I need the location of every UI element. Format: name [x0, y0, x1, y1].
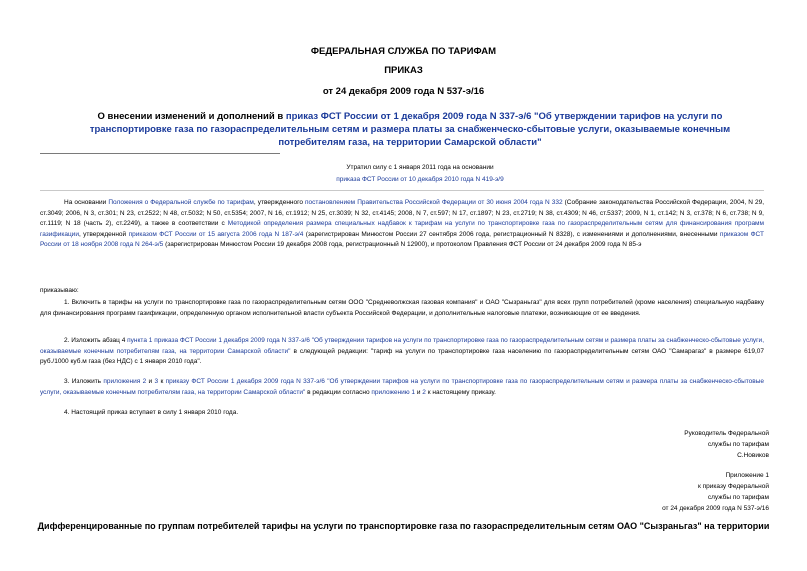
link-order-337[interactable]: пункта 1 приказа ФСТ России 1 декабря 2009 года N 337-э/6 "Об утверждении тарифов на услуги по транспортировке газа по газораспределительным сетям и размера платы за снабженческо-сбытовые услуги, оказываемые конечным потребителям газа, на территории Самарской области" — [40, 337, 764, 355]
item-1-text: 1. Включить в тарифы на услуги по транспортировке газа по газораспределительным сетям ООО "Средневолжская газовая компания" и ОАО "Сызраньгаз" для всех групп потребителей (кроме населения) специальную надбавку для финансирования программ газификации, определенную органом исполнительной власти субъекта Российской Федерации, и дополнительные налоговые платежи, возникающие от ее введения. — [40, 299, 764, 317]
appendix-agency: службы по тарифам — [707, 494, 769, 501]
link-order-187[interactable]: приказом ФСТ России от 15 августа 2006 года N 187-э/4 — [128, 230, 304, 238]
preamble-text: , утвержденной — [78, 230, 129, 238]
lost-force-note — [300, 162, 540, 186]
preamble-text: (зарегистрирован Минюстом России 27 сентября 2006 года, регистрационный N 8328), с изменениями и дополнениями, внесенными — [303, 230, 720, 238]
subject-link[interactable]: приказ ФСТ России от 1 декабря 2009 года N 337-э/6 "Об утверждении тарифов на услуги по транспортировке газа по газораспределительным сетям и размера платы за снабженческо-сбытовые услуги, оказываемые конечным потребителям газа, на территории Самарской области" — [89, 111, 731, 148]
appendix-date: от 24 декабря 2009 года N 537-э/16 — [662, 505, 769, 512]
signature-title: Руководитель Федеральной — [684, 430, 769, 437]
signature-name: С.Новиков — [737, 452, 769, 459]
item-3-text: и — [146, 378, 155, 385]
lost-force-text: Утратил силу с 1 января 2011 года на основании — [346, 164, 494, 171]
item-3-text: 3. Изложить — [64, 378, 104, 385]
item-4 — [40, 408, 764, 419]
link-order-264[interactable]: приказом ФСТ России от 18 ноября 2008 года N 264-э/5 — [40, 230, 764, 248]
separator-line — [40, 153, 280, 154]
link-appendix-2b[interactable]: 2 — [422, 388, 426, 396]
link-methodology[interactable]: Методикой определения размера специальных надбавок к тарифам на услуги по транспортировке газа по газораспределительным сетям для финансирования программ газификации — [40, 220, 764, 238]
order-word: приказываю: — [40, 287, 79, 294]
appendix-ref: к приказу Федеральной — [698, 483, 769, 490]
item-4-text: 4. Настоящий приказ вступает в силу 1 января 2010 года. — [64, 409, 239, 416]
item-3-text: к — [158, 378, 166, 385]
link-government-decree[interactable]: постановлением Правительства Российской Федерации от 30 июня 2004 года N 332 — [305, 199, 563, 206]
agency-title: ФЕДЕРАЛЬНАЯ СЛУЖБА ПО ТАРИФАМ — [310, 46, 497, 57]
signature-block — [684, 428, 769, 461]
item-3-text: и — [415, 388, 423, 396]
link-regulation[interactable]: Положения о Федеральной службе по тарифам — [108, 199, 254, 206]
signature-agency: службы по тарифам — [707, 441, 769, 448]
item-2-text: в следующей редакции: "тариф на услуги по транспортировке газа населению по газораспределительным сетям ОАО "Самарагаз" в размере 619,07 руб./1000 куб.м газа (без НДС) с 1 января 2010 года". — [40, 347, 764, 365]
appendix-block — [662, 470, 769, 514]
subject-heading — [60, 110, 760, 149]
link-appendix-1[interactable]: приложению 1 — [371, 388, 416, 396]
link-appendix-3[interactable]: 3 — [154, 378, 159, 385]
divider-line — [40, 190, 764, 191]
link-order-337-appendix[interactable]: приказу ФСТ России 1 декабря 2009 года N 337-э/6 "Об утверждении тарифов на услуги по транспортировке газа по газораспределительным сетям и размера платы за снабженческо-сбытовые услуги, оказываемые конечным потребителям газа, на территории Самарской области" — [40, 378, 764, 396]
preamble-text: (Собрание законодательства Российской Федерации, 2004, N 29, ст.3049; 2006, N 3, ст.301; N 23, ст.2522; N 48, ст.5032; N 50, ст.5354; 2007, N 16, ст.1912; N 25, ст.3039; N 32, ст.4145; 2008, N 7, ст.597; N 17, ст.1897; N 23, ст.2719; N 38, ст.4309; N 46, ст.5337; 2009, N 1, ст.142; N 3, ст.378; N 6, ст.738; N 9, ст.1119; N 18 (часть 2), ст.2249), а также в соответствии с — [40, 199, 765, 227]
preamble-paragraph — [40, 198, 764, 251]
doc-type-title: ПРИКАЗ — [384, 65, 423, 76]
doc-date-line: от 24 декабря 2009 года N 537-э/16 — [322, 86, 485, 97]
item-3 — [40, 377, 764, 398]
item-2-text: 2. Изложить абзац 4 — [64, 337, 128, 344]
item-3-text: в редакции согласно — [305, 388, 372, 396]
lost-force-link[interactable]: приказа ФСТ России от 10 декабря 2010 года N 419-э/9 — [336, 176, 504, 183]
item-3-text: к настоящему приказу. — [425, 388, 496, 396]
item-1 — [40, 298, 764, 319]
preamble-text: , утвержденного — [253, 199, 306, 206]
preamble-text: (зарегистрирован Минюстом России 19 декабря 2008 года, регистрационный N 12900), и протоколом Правления ФСТ России от 24 декабря 2009 года N 85-э — [163, 241, 642, 248]
preamble-text: На основании — [64, 199, 109, 206]
subject-prefix: О внесении изменений и дополнений в — [97, 111, 286, 122]
appendix-number: Приложение 1 — [725, 472, 769, 479]
item-2 — [40, 336, 764, 368]
appendix-title: Дифференцированные по группам потребителей тарифы на услуги по транспортировке газа по газораспределительным сетям ОАО "Сызраньгаз" на территории — [37, 521, 770, 531]
link-appendix-2[interactable]: приложения 2 — [103, 378, 147, 385]
